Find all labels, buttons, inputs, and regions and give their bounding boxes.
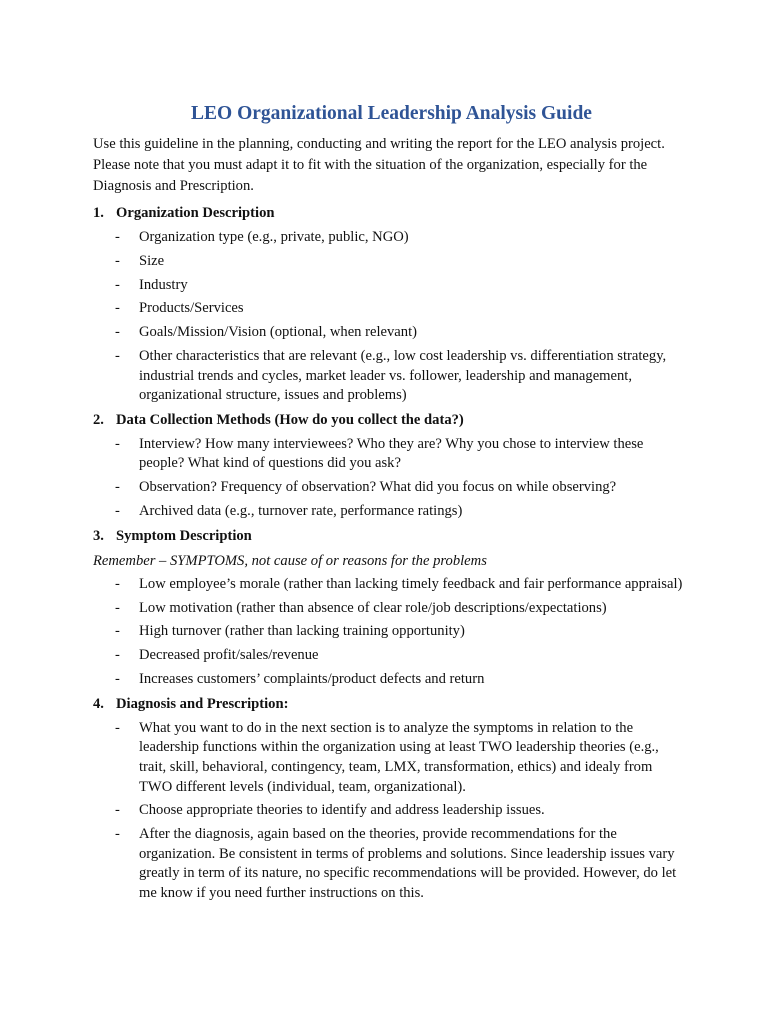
list-item (93, 801, 684, 821)
intro-paragraph: Use this guideline in the planning, conducting and writing the report for the LEO analysis project. Please note that you must adapt it to fit with the situation of the organization, especially for the Diagnosis and Prescription. (93, 136, 665, 194)
bullet-list (93, 228, 684, 406)
dash-bullet: - (115, 300, 120, 317)
section-heading (93, 410, 684, 431)
list-item (93, 719, 684, 797)
list-item (93, 622, 684, 642)
dash-bullet: - (115, 324, 120, 341)
list-item-text: After the diagnosis, again based on the theories, provide recommendations for the organization. Be consistent in terms of problems and solutions. Since leadership issues vary greatly in term of its nature, no specific recommendations will be provided. However, do let me know if you need further instructions on this. (139, 826, 677, 901)
section-heading (93, 203, 684, 224)
dash-bullet: - (115, 647, 120, 664)
dash-bullet: - (115, 599, 120, 616)
list-item (93, 252, 684, 272)
dash-bullet: - (115, 623, 120, 640)
list-item-text: Choose appropriate theories to identify and address leadership issues. (139, 802, 545, 819)
list-item-text: Observation? Frequency of observation? What did you focus on while observing? (139, 479, 617, 496)
section-2 (93, 410, 684, 522)
section-note: Remember – SYMPTOMS, not cause of or reasons for the problems (93, 552, 487, 569)
list-item (93, 347, 684, 406)
list-item-text: What you want to do in the next section is to analyze the symptoms in relation to the leadership functions within the organization using at least TWO leadership theories (e.g., trait, skill, behavioral, contingency, team, LMX, transformation, ethics) and idealy from TWO different levels (individual, team, organizational). (139, 719, 659, 795)
dash-bullet: - (115, 575, 120, 592)
list-item-text: Low motivation (rather than absence of clear role/job descriptions/expectations) (139, 599, 607, 616)
list-item-text: Size (139, 252, 165, 269)
list-item (93, 435, 684, 474)
dash-bullet: - (115, 479, 120, 496)
section-number: 1. (93, 205, 104, 221)
dash-bullet: - (115, 719, 120, 736)
list-item (93, 299, 684, 319)
list-item (93, 478, 684, 498)
section-number: 4. (93, 695, 104, 712)
bullet-list (93, 575, 684, 690)
bullet-list (93, 435, 684, 522)
list-item (93, 502, 684, 522)
list-item-text: Other characteristics that are relevant (e.g., low cost leadership vs. differentiation strategy, industrial trends and cycles, market leader vs. follower, leadership and management, organizational structure, issues and problems) (139, 347, 667, 404)
section-heading-text: Data Collection Methods (How do you collect the data?) (116, 411, 464, 428)
list-item-text: Industry (139, 276, 188, 293)
dash-bullet: - (115, 276, 120, 293)
dash-bullet: - (115, 347, 120, 364)
dash-bullet: - (115, 229, 120, 245)
list-item (93, 228, 684, 248)
dash-bullet: - (115, 826, 120, 843)
section-heading-text: Symptom Description (116, 527, 252, 544)
list-item-text: Goals/Mission/Vision (optional, when relevant) (139, 324, 417, 341)
sections-container (93, 203, 684, 903)
section-1 (93, 203, 684, 406)
list-item (93, 575, 684, 595)
bullet-list (93, 719, 684, 904)
list-item (93, 276, 684, 296)
list-item (93, 670, 684, 690)
list-item-text: Organization type (e.g., private, public, NGO) (139, 229, 409, 245)
section-4 (93, 694, 684, 904)
list-item-text: Interview? How many interviewees? Who they are? Why you chose to interview these people? What kind of questions did you ask? (139, 435, 644, 472)
section-number: 3. (93, 527, 104, 544)
document-title: LEO Organizational Leadership Analysis Guide (191, 103, 592, 124)
section-heading-text: Diagnosis and Prescription: (116, 695, 289, 712)
section-number: 2. (93, 411, 104, 428)
list-item-text: High turnover (rather than lacking training opportunity) (139, 623, 465, 640)
section-heading (93, 526, 684, 547)
dash-bullet: - (115, 435, 120, 452)
list-item (93, 599, 684, 619)
list-item (93, 323, 684, 343)
section-heading (93, 694, 684, 715)
list-item-text: Low employee’s morale (rather than lacking timely feedback and fair performance appraisal) (139, 575, 683, 592)
dash-bullet: - (115, 503, 120, 520)
list-item-text: Products/Services (139, 300, 244, 317)
section-3 (93, 526, 684, 690)
list-item-text: Decreased profit/sales/revenue (139, 647, 319, 664)
dash-bullet: - (115, 252, 120, 269)
section-heading-text: Organization Description (116, 205, 275, 221)
list-item (93, 825, 684, 903)
list-item-text: Archived data (e.g., turnover rate, performance ratings) (139, 503, 463, 520)
dash-bullet: - (115, 802, 120, 819)
dash-bullet: - (115, 670, 120, 687)
list-item (93, 646, 684, 666)
list-item-text: Increases customers’ complaints/product defects and return (139, 670, 485, 687)
